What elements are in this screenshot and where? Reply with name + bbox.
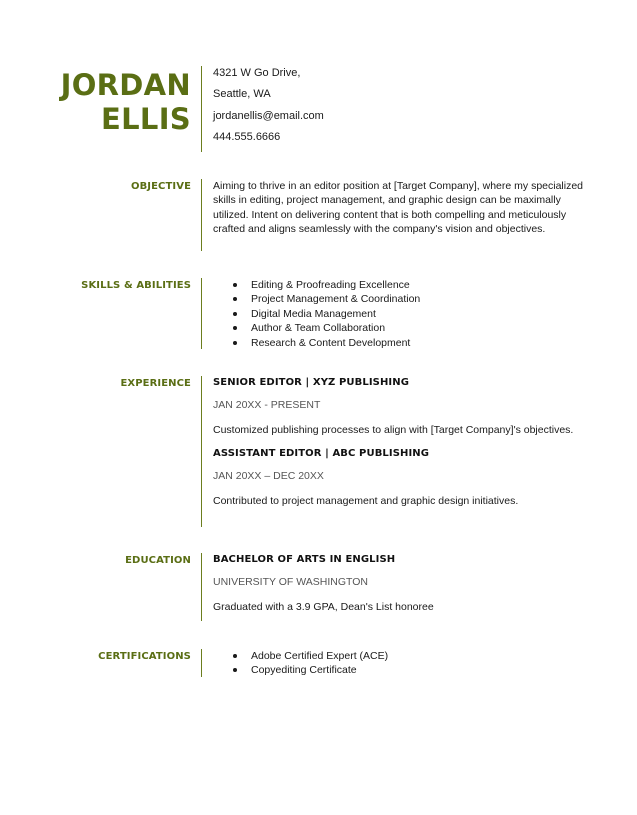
objective-text: Aiming to thrive in an editor position at [Target Company], where my specialized skills in editing, project management, and graphic design can be maximally utilized. Intent on delivering content that is both compelling and meticulously crafted and aligns seamlessly with the company's vision and objectives. — [213, 180, 584, 236]
skills-section — [0, 278, 637, 350]
education-divider — [201, 553, 202, 621]
first-name: JORDAN — [60, 68, 191, 102]
education-title: EDUCATION — [125, 555, 191, 566]
contact-phone: 444.555.6666 — [213, 130, 281, 143]
job-title: ASSISTANT EDITOR | ABC PUBLISHING — [213, 448, 430, 460]
certifications-title: CERTIFICATIONS — [98, 651, 191, 662]
education-detail: Graduated with a 3.9 GPA, Dean's List honoree — [213, 601, 434, 613]
list-item: Adobe Certified Expert (ACE) — [251, 649, 583, 663]
header-divider — [201, 66, 202, 152]
experience-section — [0, 376, 637, 528]
objective-section — [0, 179, 637, 253]
name-block — [0, 68, 191, 136]
certifications-divider — [201, 649, 202, 677]
degree: BACHELOR OF ARTS IN ENGLISH — [213, 554, 396, 565]
contact-block — [213, 63, 583, 148]
job-dates: JAN 20XX - PRESENT — [213, 399, 321, 411]
experience-title: EXPERIENCE — [120, 378, 191, 389]
job-entry — [213, 376, 583, 437]
skills-list — [213, 278, 583, 350]
certifications-list — [213, 649, 583, 678]
contact-email[interactable]: jordanellis@email.com — [213, 109, 324, 122]
list-item: Copyediting Certificate — [251, 663, 583, 677]
contact-address: 4321 W Go Drive, — [213, 67, 301, 79]
job-entry — [213, 447, 583, 508]
objective-title: OBJECTIVE — [130, 181, 191, 192]
header-section — [0, 66, 637, 152]
job-dates: JAN 20XX – DEC 20XX — [213, 470, 324, 483]
contact-city: Seattle, WA — [213, 88, 271, 101]
last-name: ELLIS — [101, 102, 191, 136]
education-section — [0, 553, 637, 623]
list-item: Editing & Proofreading Excellence — [251, 278, 583, 292]
objective-divider — [201, 179, 202, 251]
certifications-section — [0, 649, 637, 679]
job-description: Contributed to project management and graphic design initiatives. — [213, 495, 519, 508]
experience-divider — [201, 376, 202, 527]
list-item: Author & Team Collaboration — [251, 321, 583, 335]
list-item: Research & Content Development — [251, 336, 583, 350]
job-description: Customized publishing processes to align with [Target Company]'s objectives. — [213, 424, 574, 436]
skills-title: SKILLS & ABILITIES — [81, 280, 191, 291]
school: UNIVERSITY OF WASHINGTON — [213, 576, 368, 588]
skills-divider — [201, 278, 202, 349]
list-item: Project Management & Coordination — [251, 292, 583, 306]
list-item: Digital Media Management — [251, 307, 583, 321]
job-title: SENIOR EDITOR | XYZ PUBLISHING — [213, 377, 410, 388]
